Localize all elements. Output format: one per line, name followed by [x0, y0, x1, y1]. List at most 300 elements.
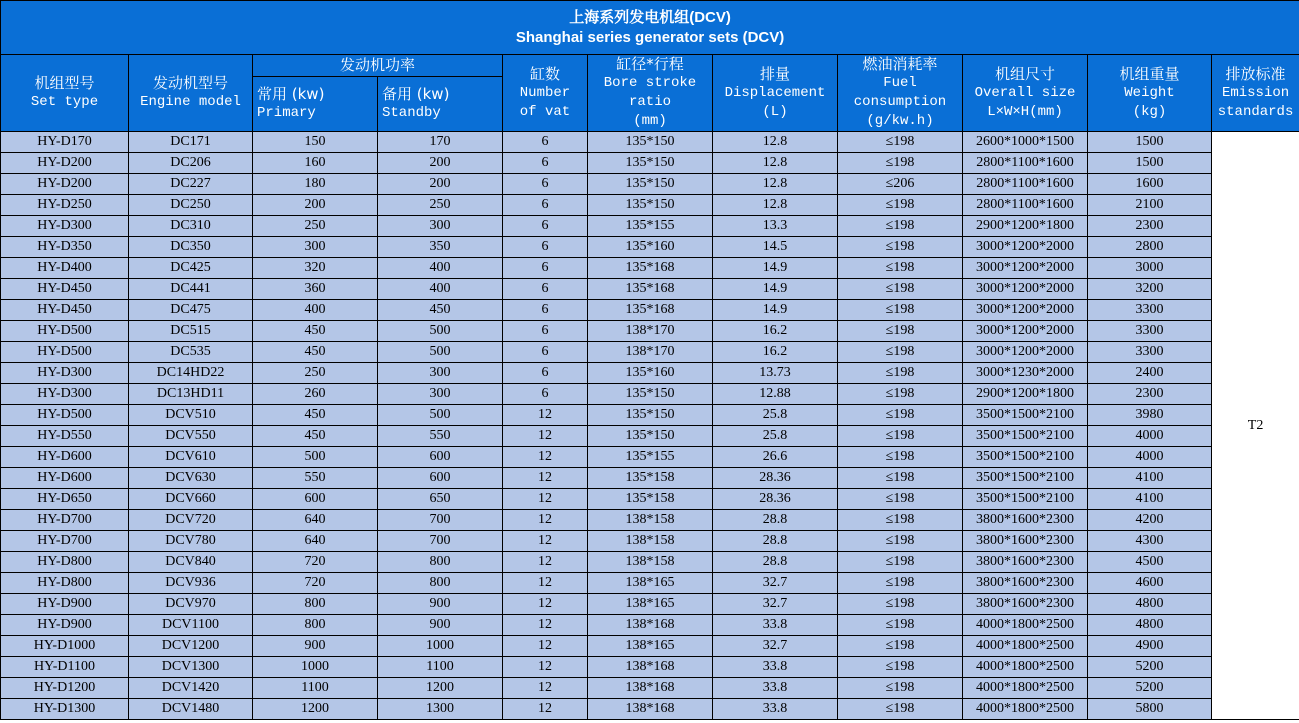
cell-bore-stroke: 135*158: [588, 489, 713, 510]
cell-engine-model: DC310: [129, 216, 253, 237]
cell-set-type: HY-D170: [1, 132, 129, 153]
cell-overall-size: 3800*1600*2300: [963, 552, 1088, 573]
cell-engine-model: DCV1300: [129, 657, 253, 678]
cell-cylinders: 6: [503, 321, 588, 342]
cell-displacement: 25.8: [713, 405, 838, 426]
table-row: [1, 384, 1299, 405]
cell-displacement: 33.8: [713, 615, 838, 636]
cell-primary-kw: 640: [253, 510, 378, 531]
cell-engine-model: DC14HD22: [129, 363, 253, 384]
cell-set-type: HY-D250: [1, 195, 129, 216]
cell-engine-model: DCV550: [129, 426, 253, 447]
table-row: [1, 363, 1299, 384]
table-body: [1, 132, 1299, 720]
cell-cylinders: 12: [503, 594, 588, 615]
cell-engine-model: DCV1200: [129, 636, 253, 657]
cell-engine-model: DCV610: [129, 447, 253, 468]
cell-overall-size: 3000*1200*2000: [963, 300, 1088, 321]
cell-fuel-consumption: ≤198: [838, 153, 963, 174]
cell-displacement: 16.2: [713, 321, 838, 342]
cell-overall-size: 2900*1200*1800: [963, 216, 1088, 237]
cell-displacement: 14.5: [713, 237, 838, 258]
cell-overall-size: 4000*1800*2500: [963, 636, 1088, 657]
cell-overall-size: 3000*1200*2000: [963, 237, 1088, 258]
cell-primary-kw: 450: [253, 405, 378, 426]
header-bore-stroke: 缸径*行程 Bore stroke ratio (mm): [588, 55, 713, 132]
cell-displacement: 28.8: [713, 510, 838, 531]
cell-overall-size: 4000*1800*2500: [963, 615, 1088, 636]
cell-weight: 4300: [1088, 531, 1212, 552]
cell-bore-stroke: 135*150: [588, 174, 713, 195]
cell-weight: 3000: [1088, 258, 1212, 279]
header-cylinders: 缸数 Number of vat: [503, 55, 588, 132]
cell-engine-model: DCV660: [129, 489, 253, 510]
cell-bore-stroke: 138*168: [588, 657, 713, 678]
cell-weight: 3300: [1088, 321, 1212, 342]
cell-overall-size: 3500*1500*2100: [963, 426, 1088, 447]
cell-displacement: 12.8: [713, 195, 838, 216]
cell-fuel-consumption: ≤198: [838, 636, 963, 657]
cell-engine-model: DCV840: [129, 552, 253, 573]
cell-bore-stroke: 138*158: [588, 531, 713, 552]
table-row: [1, 678, 1299, 699]
cell-cylinders: 12: [503, 447, 588, 468]
cell-set-type: HY-D600: [1, 447, 129, 468]
cell-fuel-consumption: ≤206: [838, 174, 963, 195]
cell-engine-model: DC13HD11: [129, 384, 253, 405]
cell-standby-kw: 1100: [378, 657, 503, 678]
table-row: [1, 174, 1299, 195]
header-engine-power: 发动机功率: [253, 55, 503, 77]
cell-cylinders: 12: [503, 510, 588, 531]
table-row: [1, 258, 1299, 279]
cell-standby-kw: 900: [378, 594, 503, 615]
cell-set-type: HY-D200: [1, 174, 129, 195]
cell-displacement: 33.8: [713, 699, 838, 720]
cell-overall-size: 2600*1000*1500: [963, 132, 1088, 153]
cell-engine-model: DCV1480: [129, 699, 253, 720]
table-row: [1, 132, 1299, 153]
cell-fuel-consumption: ≤198: [838, 405, 963, 426]
cell-overall-size: 4000*1800*2500: [963, 699, 1088, 720]
title-en: Shanghai series generator sets (DCV): [515, 28, 785, 46]
cell-engine-model: DC171: [129, 132, 253, 153]
cell-engine-model: DCV510: [129, 405, 253, 426]
cell-overall-size: 3500*1500*2100: [963, 468, 1088, 489]
header-primary: 常用 (kw) Primary: [253, 77, 378, 132]
cell-standby-kw: 300: [378, 384, 503, 405]
cell-weight: 4900: [1088, 636, 1212, 657]
cell-standby-kw: 170: [378, 132, 503, 153]
header-set-type: 机组型号 Set type: [1, 55, 129, 132]
cell-weight: 1500: [1088, 153, 1212, 174]
cell-bore-stroke: 138*168: [588, 678, 713, 699]
cell-engine-model: DCV970: [129, 594, 253, 615]
cell-standby-kw: 500: [378, 342, 503, 363]
cell-cylinders: 6: [503, 258, 588, 279]
cell-displacement: 13.73: [713, 363, 838, 384]
cell-bore-stroke: 138*165: [588, 636, 713, 657]
cell-weight: 4800: [1088, 615, 1212, 636]
cell-fuel-consumption: ≤198: [838, 426, 963, 447]
cell-standby-kw: 700: [378, 510, 503, 531]
cell-primary-kw: 300: [253, 237, 378, 258]
cell-primary-kw: 800: [253, 594, 378, 615]
cell-cylinders: 6: [503, 237, 588, 258]
cell-standby-kw: 1300: [378, 699, 503, 720]
cell-standby-kw: 650: [378, 489, 503, 510]
cell-fuel-consumption: ≤198: [838, 363, 963, 384]
cell-engine-model: DCV780: [129, 531, 253, 552]
cell-bore-stroke: 135*150: [588, 132, 713, 153]
cell-weight: 2300: [1088, 384, 1212, 405]
cell-bore-stroke: 138*168: [588, 615, 713, 636]
cell-bore-stroke: 135*168: [588, 258, 713, 279]
table-row: [1, 615, 1299, 636]
cell-overall-size: 2800*1100*1600: [963, 153, 1088, 174]
cell-weight: 4200: [1088, 510, 1212, 531]
cell-displacement: 13.3: [713, 216, 838, 237]
table-row: [1, 300, 1299, 321]
cell-displacement: 12.8: [713, 153, 838, 174]
cell-cylinders: 12: [503, 699, 588, 720]
cell-set-type: HY-D500: [1, 342, 129, 363]
cell-weight: 4500: [1088, 552, 1212, 573]
cell-set-type: HY-D350: [1, 237, 129, 258]
cell-primary-kw: 1000: [253, 657, 378, 678]
cell-set-type: HY-D800: [1, 573, 129, 594]
cell-primary-kw: 600: [253, 489, 378, 510]
cell-set-type: HY-D900: [1, 594, 129, 615]
cell-standby-kw: 400: [378, 279, 503, 300]
cell-fuel-consumption: ≤198: [838, 384, 963, 405]
header-overall-size: 机组尺寸 Overall size L×W×H(mm): [963, 55, 1088, 132]
table-row: [1, 279, 1299, 300]
cell-fuel-consumption: ≤198: [838, 573, 963, 594]
cell-standby-kw: 300: [378, 363, 503, 384]
cell-weight: 2300: [1088, 216, 1212, 237]
cell-displacement: 25.8: [713, 426, 838, 447]
cell-set-type: HY-D500: [1, 321, 129, 342]
cell-fuel-consumption: ≤198: [838, 510, 963, 531]
cell-overall-size: 2800*1100*1600: [963, 195, 1088, 216]
table-row: [1, 342, 1299, 363]
cell-bore-stroke: 135*150: [588, 153, 713, 174]
cell-fuel-consumption: ≤198: [838, 615, 963, 636]
cell-engine-model: DCV630: [129, 468, 253, 489]
cell-weight: 4000: [1088, 426, 1212, 447]
cell-displacement: 28.36: [713, 468, 838, 489]
cell-weight: 3300: [1088, 300, 1212, 321]
cell-primary-kw: 150: [253, 132, 378, 153]
cell-fuel-consumption: ≤198: [838, 489, 963, 510]
cell-bore-stroke: 138*168: [588, 699, 713, 720]
cell-fuel-consumption: ≤198: [838, 300, 963, 321]
cell-overall-size: 3500*1500*2100: [963, 489, 1088, 510]
cell-bore-stroke: 135*168: [588, 300, 713, 321]
cell-set-type: HY-D550: [1, 426, 129, 447]
table-row: [1, 321, 1299, 342]
cell-engine-model: DC350: [129, 237, 253, 258]
cell-primary-kw: 450: [253, 342, 378, 363]
cell-primary-kw: 250: [253, 363, 378, 384]
cell-primary-kw: 260: [253, 384, 378, 405]
cell-primary-kw: 250: [253, 216, 378, 237]
cell-cylinders: 12: [503, 678, 588, 699]
cell-overall-size: 2900*1200*1800: [963, 384, 1088, 405]
cell-weight: 3980: [1088, 405, 1212, 426]
cell-set-type: HY-D1000: [1, 636, 129, 657]
cell-bore-stroke: 138*170: [588, 321, 713, 342]
table-row: [1, 636, 1299, 657]
cell-fuel-consumption: ≤198: [838, 279, 963, 300]
cell-standby-kw: 700: [378, 531, 503, 552]
cell-set-type: HY-D400: [1, 258, 129, 279]
cell-standby-kw: 600: [378, 468, 503, 489]
cell-primary-kw: 800: [253, 615, 378, 636]
cell-overall-size: 3800*1600*2300: [963, 531, 1088, 552]
cell-cylinders: 6: [503, 195, 588, 216]
cell-primary-kw: 900: [253, 636, 378, 657]
cell-standby-kw: 400: [378, 258, 503, 279]
cell-fuel-consumption: ≤198: [838, 258, 963, 279]
cell-fuel-consumption: ≤198: [838, 531, 963, 552]
cell-weight: 5800: [1088, 699, 1212, 720]
cell-bore-stroke: 138*165: [588, 573, 713, 594]
cell-overall-size: 3000*1200*2000: [963, 342, 1088, 363]
cell-bore-stroke: 138*158: [588, 510, 713, 531]
cell-displacement: 14.9: [713, 279, 838, 300]
cell-displacement: 12.8: [713, 174, 838, 195]
cell-set-type: HY-D200: [1, 153, 129, 174]
table-row: [1, 426, 1299, 447]
cell-bore-stroke: 135*160: [588, 363, 713, 384]
cell-standby-kw: 450: [378, 300, 503, 321]
cell-cylinders: 6: [503, 279, 588, 300]
cell-primary-kw: 160: [253, 153, 378, 174]
cell-set-type: HY-D600: [1, 468, 129, 489]
cell-bore-stroke: 135*168: [588, 279, 713, 300]
cell-overall-size: 3500*1500*2100: [963, 405, 1088, 426]
cell-engine-model: DC441: [129, 279, 253, 300]
cell-overall-size: 3000*1230*2000: [963, 363, 1088, 384]
cell-primary-kw: 640: [253, 531, 378, 552]
cell-primary-kw: 360: [253, 279, 378, 300]
cell-weight: 4600: [1088, 573, 1212, 594]
cell-set-type: HY-D650: [1, 489, 129, 510]
cell-weight: 1500: [1088, 132, 1212, 153]
cell-engine-model: DC515: [129, 321, 253, 342]
cell-displacement: 28.8: [713, 552, 838, 573]
cell-primary-kw: 450: [253, 321, 378, 342]
cell-engine-model: DCV936: [129, 573, 253, 594]
cell-primary-kw: 500: [253, 447, 378, 468]
cell-cylinders: 12: [503, 615, 588, 636]
cell-standby-kw: 500: [378, 321, 503, 342]
table-row: [1, 531, 1299, 552]
cell-cylinders: 12: [503, 573, 588, 594]
cell-standby-kw: 1200: [378, 678, 503, 699]
cell-engine-model: DC206: [129, 153, 253, 174]
cell-fuel-consumption: ≤198: [838, 468, 963, 489]
cell-fuel-consumption: ≤198: [838, 678, 963, 699]
cell-bore-stroke: 135*155: [588, 447, 713, 468]
cell-engine-model: DCV1420: [129, 678, 253, 699]
cell-cylinders: 6: [503, 342, 588, 363]
cell-fuel-consumption: ≤198: [838, 699, 963, 720]
cell-weight: 2100: [1088, 195, 1212, 216]
cell-displacement: 32.7: [713, 636, 838, 657]
cell-displacement: 33.8: [713, 657, 838, 678]
cell-weight: 4100: [1088, 489, 1212, 510]
cell-weight: 4800: [1088, 594, 1212, 615]
header-fuel-consumption: 燃油消耗率 Fuel consumption (g/kw.h): [838, 55, 963, 132]
table-row: [1, 657, 1299, 678]
cell-standby-kw: 350: [378, 237, 503, 258]
cell-engine-model: DC250: [129, 195, 253, 216]
cell-primary-kw: 1100: [253, 678, 378, 699]
cell-primary-kw: 720: [253, 573, 378, 594]
cell-displacement: 32.7: [713, 573, 838, 594]
table-row: [1, 216, 1299, 237]
cell-displacement: 26.6: [713, 447, 838, 468]
cell-cylinders: 12: [503, 426, 588, 447]
cell-displacement: 33.8: [713, 678, 838, 699]
cell-fuel-consumption: ≤198: [838, 552, 963, 573]
cell-weight: 3300: [1088, 342, 1212, 363]
cell-primary-kw: 1200: [253, 699, 378, 720]
cell-weight: 2800: [1088, 237, 1212, 258]
table-row: [1, 489, 1299, 510]
cell-displacement: 12.88: [713, 384, 838, 405]
header-engine-model: 发动机型号 Engine model: [129, 55, 253, 132]
cell-set-type: HY-D300: [1, 216, 129, 237]
cell-bore-stroke: 135*155: [588, 216, 713, 237]
cell-engine-model: DC227: [129, 174, 253, 195]
cell-overall-size: 3000*1200*2000: [963, 321, 1088, 342]
cell-cylinders: 12: [503, 531, 588, 552]
cell-fuel-consumption: ≤198: [838, 657, 963, 678]
title-zh: 上海系列发电机组(DCV): [569, 8, 731, 26]
table-row: [1, 552, 1299, 573]
cell-cylinders: 6: [503, 363, 588, 384]
cell-overall-size: 3800*1600*2300: [963, 594, 1088, 615]
cell-bore-stroke: 138*158: [588, 552, 713, 573]
cell-fuel-consumption: ≤198: [838, 321, 963, 342]
cell-bore-stroke: 138*170: [588, 342, 713, 363]
cell-cylinders: 12: [503, 657, 588, 678]
cell-emission-standard: T2: [1212, 132, 1299, 720]
cell-overall-size: 3800*1600*2300: [963, 510, 1088, 531]
cell-set-type: HY-D1300: [1, 699, 129, 720]
cell-overall-size: 4000*1800*2500: [963, 657, 1088, 678]
table-row: [1, 699, 1299, 720]
cell-overall-size: 3800*1600*2300: [963, 573, 1088, 594]
cell-engine-model: DCV720: [129, 510, 253, 531]
table-row: [1, 237, 1299, 258]
cell-cylinders: 12: [503, 468, 588, 489]
cell-standby-kw: 200: [378, 153, 503, 174]
cell-standby-kw: 900: [378, 615, 503, 636]
table-row: [1, 153, 1299, 174]
cell-standby-kw: 800: [378, 573, 503, 594]
cell-displacement: 16.2: [713, 342, 838, 363]
cell-primary-kw: 180: [253, 174, 378, 195]
cell-engine-model: DCV1100: [129, 615, 253, 636]
cell-displacement: 14.9: [713, 258, 838, 279]
cell-cylinders: 12: [503, 405, 588, 426]
cell-set-type: HY-D1200: [1, 678, 129, 699]
cell-overall-size: 2800*1100*1600: [963, 174, 1088, 195]
cell-weight: 5200: [1088, 678, 1212, 699]
table-row: [1, 594, 1299, 615]
table-row: [1, 447, 1299, 468]
cell-primary-kw: 200: [253, 195, 378, 216]
cell-cylinders: 6: [503, 216, 588, 237]
cell-set-type: HY-D700: [1, 531, 129, 552]
cell-fuel-consumption: ≤198: [838, 342, 963, 363]
cell-standby-kw: 600: [378, 447, 503, 468]
cell-weight: 4100: [1088, 468, 1212, 489]
cell-bore-stroke: 135*160: [588, 237, 713, 258]
header-displacement: 排量 Displacement (L): [713, 55, 838, 132]
cell-overall-size: 4000*1800*2500: [963, 678, 1088, 699]
cell-cylinders: 12: [503, 552, 588, 573]
cell-primary-kw: 400: [253, 300, 378, 321]
cell-weight: 4000: [1088, 447, 1212, 468]
table-row: [1, 405, 1299, 426]
cell-engine-model: DC425: [129, 258, 253, 279]
cell-bore-stroke: 138*165: [588, 594, 713, 615]
cell-set-type: HY-D700: [1, 510, 129, 531]
cell-set-type: HY-D450: [1, 300, 129, 321]
cell-cylinders: 6: [503, 384, 588, 405]
cell-weight: 2400: [1088, 363, 1212, 384]
header-weight: 机组重量 Weight (kg): [1088, 55, 1212, 132]
cell-overall-size: 3500*1500*2100: [963, 447, 1088, 468]
cell-set-type: HY-D500: [1, 405, 129, 426]
cell-primary-kw: 320: [253, 258, 378, 279]
cell-set-type: HY-D800: [1, 552, 129, 573]
cell-displacement: 28.36: [713, 489, 838, 510]
cell-overall-size: 3000*1200*2000: [963, 279, 1088, 300]
cell-bore-stroke: 135*150: [588, 426, 713, 447]
cell-standby-kw: 800: [378, 552, 503, 573]
cell-overall-size: 3000*1200*2000: [963, 258, 1088, 279]
table-row: [1, 195, 1299, 216]
cell-fuel-consumption: ≤198: [838, 594, 963, 615]
cell-standby-kw: 200: [378, 174, 503, 195]
header-standby: 备用 (kw) Standby: [378, 77, 503, 132]
cell-standby-kw: 500: [378, 405, 503, 426]
cell-bore-stroke: 135*158: [588, 468, 713, 489]
cell-engine-model: DC535: [129, 342, 253, 363]
cell-standby-kw: 550: [378, 426, 503, 447]
table-row: [1, 573, 1299, 594]
cell-set-type: HY-D300: [1, 363, 129, 384]
cell-bore-stroke: 135*150: [588, 405, 713, 426]
cell-standby-kw: 300: [378, 216, 503, 237]
cell-bore-stroke: 135*150: [588, 384, 713, 405]
cell-cylinders: 6: [503, 153, 588, 174]
table-title: [1, 1, 1299, 55]
cell-engine-model: DC475: [129, 300, 253, 321]
cell-cylinders: 6: [503, 174, 588, 195]
cell-primary-kw: 550: [253, 468, 378, 489]
cell-displacement: 28.8: [713, 531, 838, 552]
cell-cylinders: 6: [503, 300, 588, 321]
cell-fuel-consumption: ≤198: [838, 132, 963, 153]
